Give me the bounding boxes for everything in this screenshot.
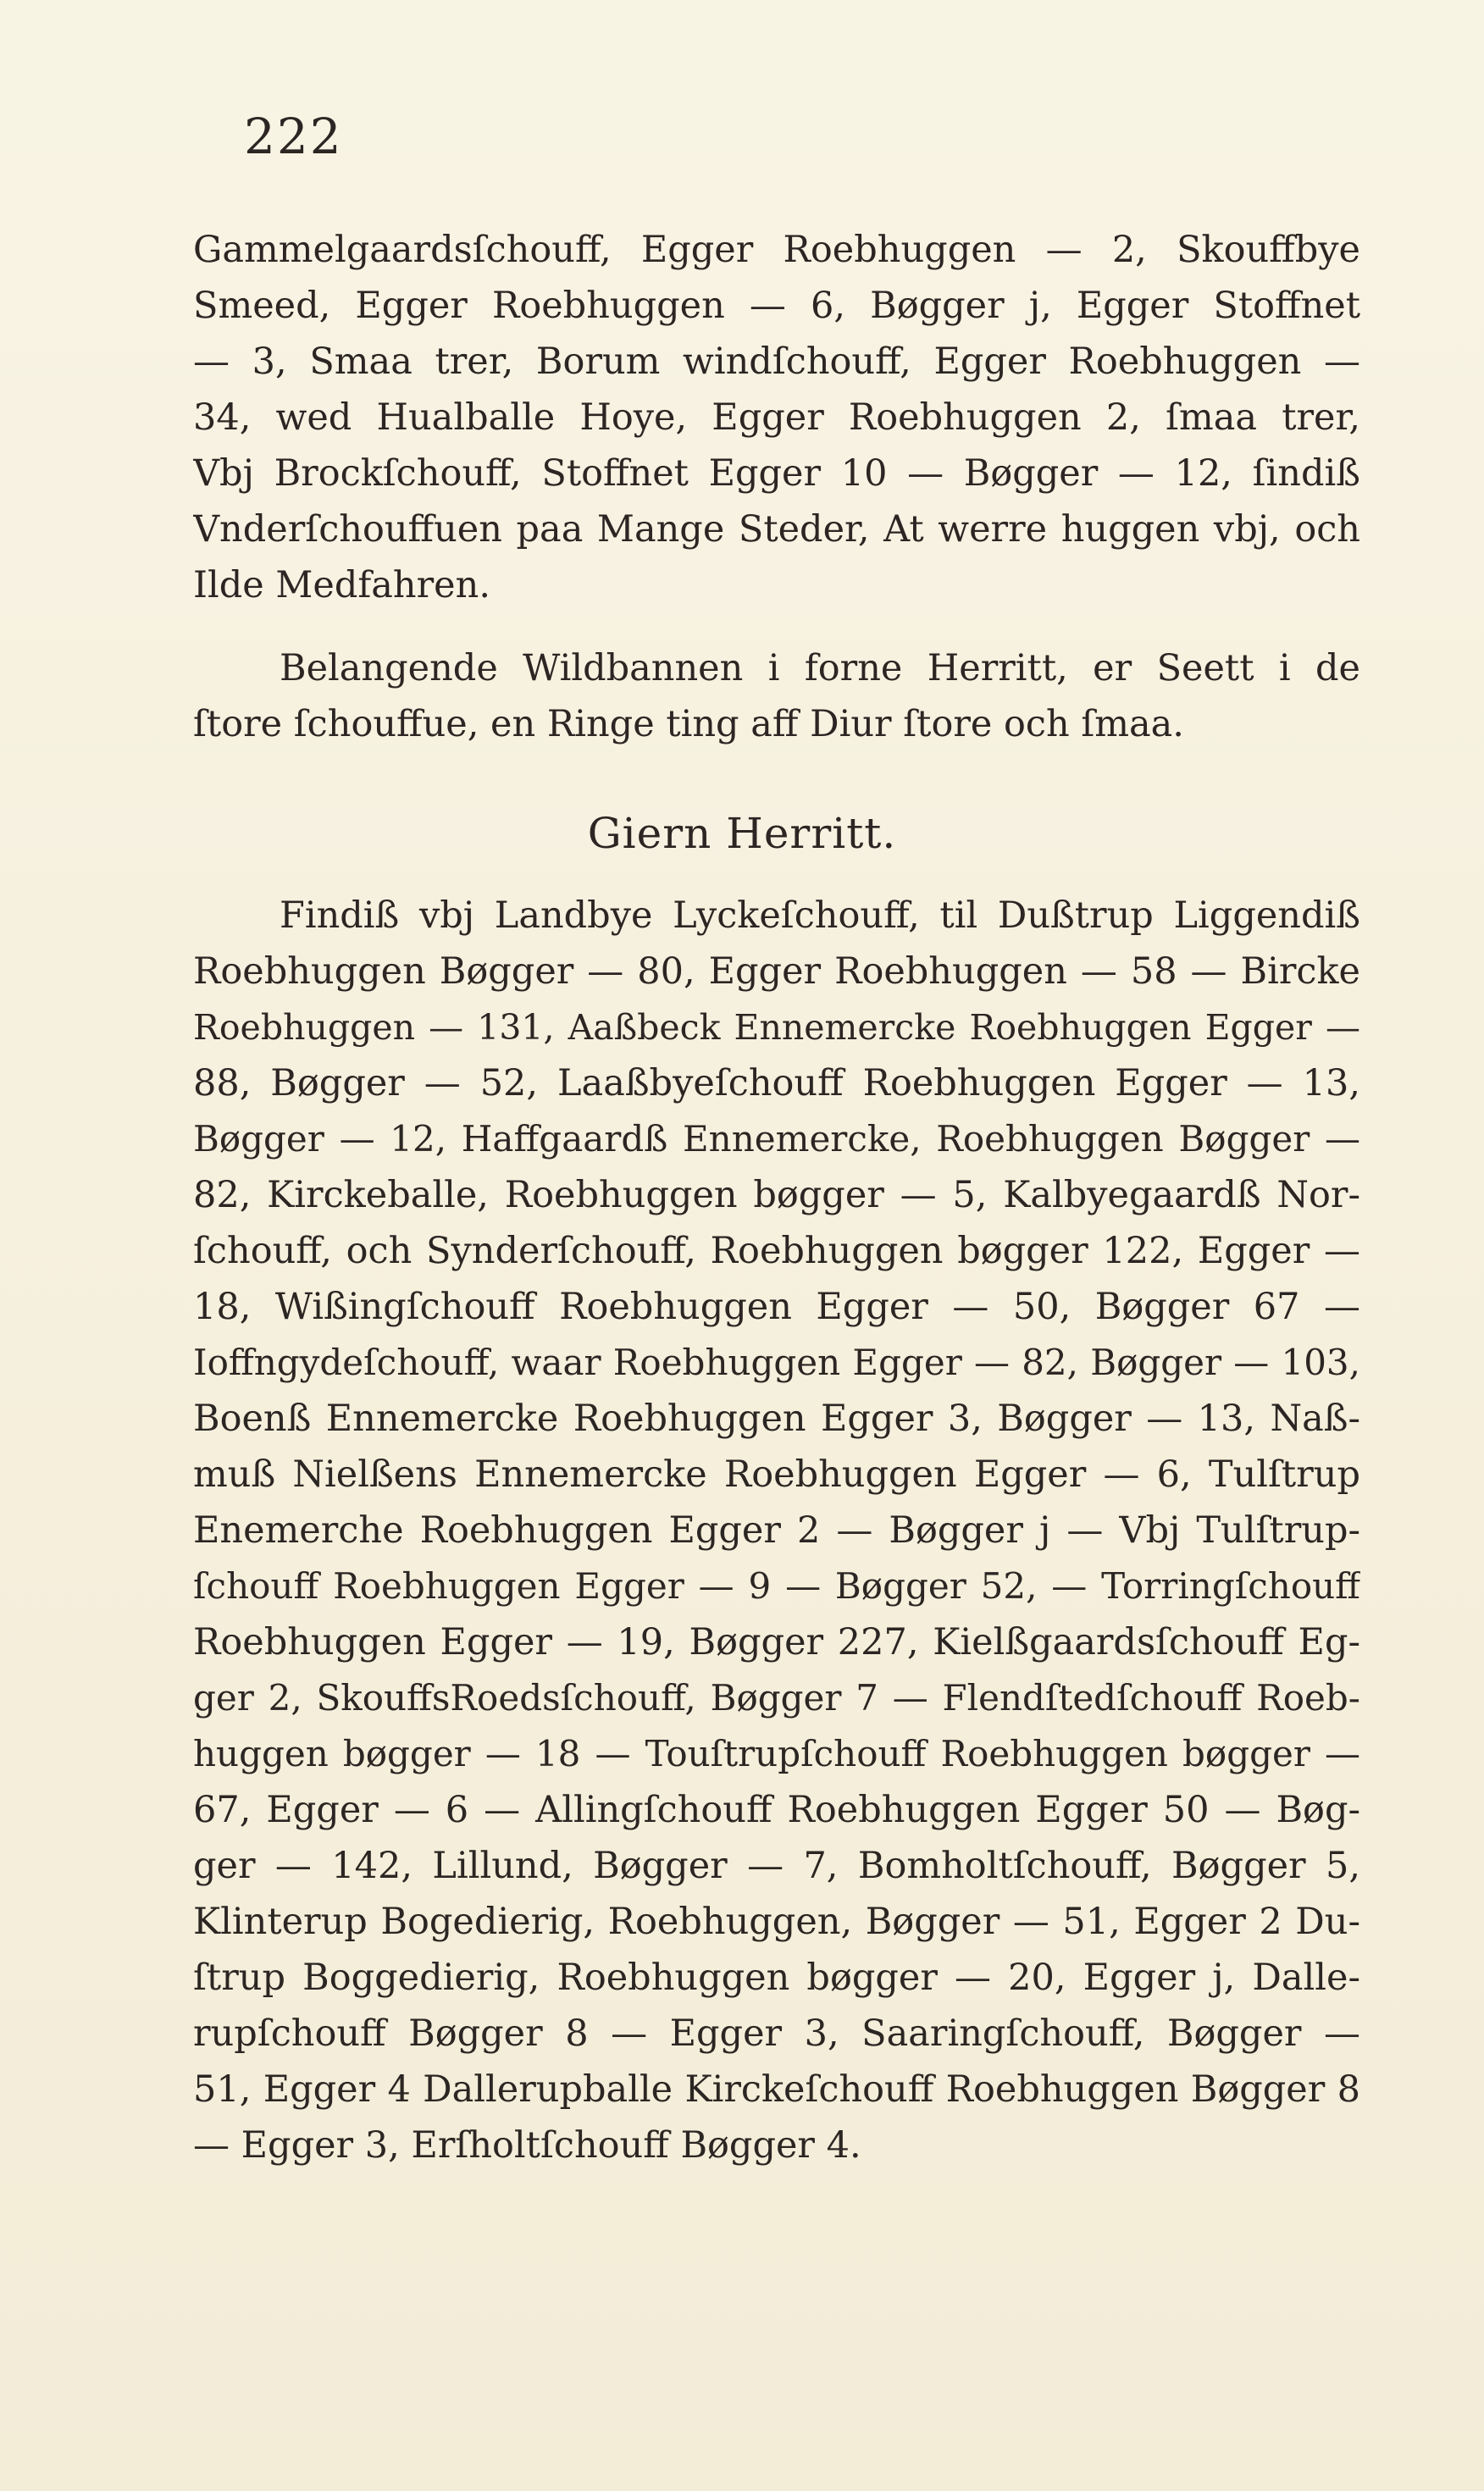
text-line: Gammelgaardsſchouff, Egger Roebhuggen — 2, Skouffbye [193, 229, 1360, 271]
text-line: — Egger 3, Erſholtſchouff Bøgger 4. [193, 2124, 861, 2167]
text-line: huggen bøgger — 18 — Touſtrupſchouff Roebhuggen bøgger — [193, 1733, 1360, 1774]
text-line: Roebhuggen Egger — 19, Bøgger 227, Kielßgaardsſchouff Eg- [193, 1621, 1360, 1663]
text-line: — 3, Smaa trer, Borum windſchouff, Egger Roebhuggen — [193, 340, 1360, 383]
text-line: 67, Egger — 6 — Allingſchouff Roebhuggen Egger 50 — Bøg- [193, 1789, 1360, 1831]
text-line: Smeed, Egger Roebhuggen — 6, Bøgger j, Egger Stoffnet [193, 285, 1360, 327]
section-heading: Giern Herritt. [587, 809, 897, 858]
text-line: 34, wed Hualballe Hoye, Egger Roebhuggen 2, ſmaa trer, [193, 396, 1360, 439]
text-line: Klinterup Bogedierig, Roebhuggen, Bøgger — 51, Egger 2 Du- [193, 1901, 1360, 1943]
text-line: Boenß Ennemercke Roebhuggen Egger 3, Bøgger — 13, Naß- [193, 1398, 1360, 1440]
text-line: 88, Bøgger — 52, Laaßbyeſchouff Roebhuggen Egger — 13, [193, 1062, 1360, 1104]
text-line: ſtore ſchouffue, en Ringe ting aff Diur ſtore och ſmaa. [193, 703, 1184, 745]
text-line: Vbj Brockſchouff, Stoffnet Egger 10 — Bøgger — 12, ſindiß [193, 452, 1360, 495]
text-line: 82, Kirckeballe, Roebhuggen bøgger — 5, Kalbyegaardß Nor- [193, 1174, 1360, 1216]
text-line: Ioffngydeſchouff, waar Roebhuggen Egger — 82, Bøgger — 103, [193, 1342, 1360, 1383]
text-line: ger — 142, Lillund, Bøgger — 7, Bomholtſchouff, Bøgger 5, [193, 1845, 1360, 1887]
text-line: rupſchouff Bøgger 8 — Egger 3, Saaringſchouff, Bøgger — [193, 2012, 1360, 2055]
text-line: Enemerche Roebhuggen Egger 2 — Bøgger j — Vbj Tulſtrup- [193, 1509, 1360, 1552]
text-line: muß Nielßens Ennemercke Roebhuggen Egger — 6, Tulſtrup [193, 1453, 1360, 1496]
text-line: Ilde Medfahren. [193, 564, 490, 606]
text-line: ger 2, SkouffsRoedsſchouff, Bøgger 7 — Flendſtedſchouff Roeb- [193, 1677, 1360, 1719]
paragraph-first-line: Findiß vbj Landbye Lyckeſchouff, til Dußtrup Liggendiß [280, 894, 1360, 937]
text-line: ſchouff, och Synderſchouff, Roebhuggen bøgger 122, Egger — [193, 1230, 1360, 1272]
text-line: Roebhuggen Bøgger — 80, Egger Roebhuggen — 58 — Bircke [193, 950, 1360, 993]
text-line: Roebhuggen — 131, Aaßbeck Ennemercke Roebhuggen Egger — [193, 1007, 1360, 1048]
paragraph-first-line: Belangende Wildbannen i forne Herritt, er Seett i de [280, 647, 1360, 689]
text-line: 18, Wißingſchouff Roebhuggen Egger — 50, Bøgger 67 — [193, 1286, 1360, 1328]
text-line: ſchouff Roebhuggen Egger — 9 — Bøgger 52, — Torringſchouff [193, 1565, 1360, 1607]
page-number: 222 [244, 108, 343, 165]
text-line: 51, Egger 4 Dallerupballe Kirckeſchouff Roebhuggen Bøgger 8 [193, 2068, 1360, 2111]
text-line: Vnderſchouffuen paa Mange Steder, At werre huggen vbj, och [193, 508, 1360, 551]
text-line: Bøgger — 12, Haffgaardß Ennemercke, Roebhuggen Bøgger — [193, 1118, 1360, 1160]
text-line: ſtrup Boggedierig, Roebhuggen bøgger — 20, Egger j, Dalle- [193, 1957, 1360, 1999]
